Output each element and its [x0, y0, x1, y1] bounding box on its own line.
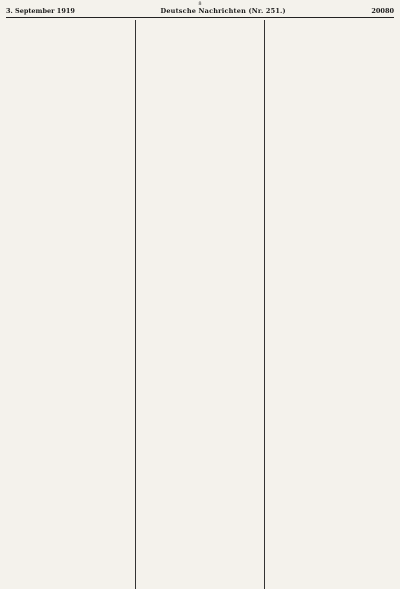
casualty-list-right [268, 20, 391, 589]
page-number: 20080 [371, 7, 394, 15]
text-columns [6, 20, 394, 589]
casualty-list-middle [139, 20, 262, 589]
issue-date: 3. September 1919 [6, 7, 75, 15]
column-right [264, 20, 394, 589]
column-left [6, 20, 135, 589]
newspaper-title [161, 7, 286, 15]
casualty-list-left [9, 20, 132, 589]
top-mark: 8 [198, 1, 202, 7]
issue-number: (Nr. 251.) [248, 7, 286, 15]
column-middle [135, 20, 265, 589]
newspaper-name: Deutsche Nachrichten [160, 7, 247, 15]
